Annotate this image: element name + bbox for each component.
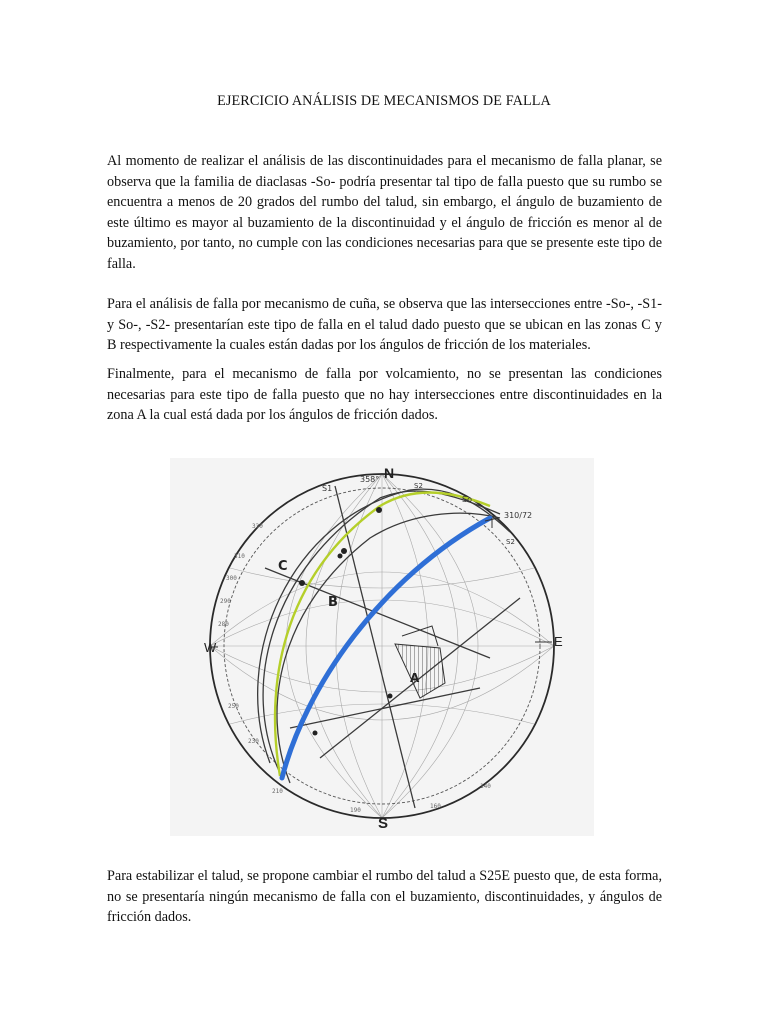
west-label: W	[204, 640, 217, 655]
paragraph-stabilization: Para estabilizar el talud, se propone cambiar el rumbo del talud a S25E puesto que, de esta forma, no se presentaría ningún mecanismo de falla con el buzamiento, discontinuidades, y ángulos de fricción dados.	[107, 868, 662, 926]
zone-b-label: B	[328, 595, 338, 610]
zone-c-label: C	[278, 559, 288, 574]
label-s1: S1	[322, 484, 333, 493]
tick-330: 330	[252, 523, 263, 530]
page-title: EJERCICIO ANÁLISIS DE MECANISMOS DE FALLA	[217, 93, 551, 109]
east-label: E	[554, 634, 563, 649]
tick-160: 160	[430, 803, 441, 810]
tick-190: 190	[350, 807, 361, 814]
north-label: N	[384, 465, 395, 481]
paragraph-wedge: Para el análisis de falla por mecanismo de cuña, se observa que las intersecciones entre -So-, -S1- y So-, -S2- presentarían este tipo de falla en el talud dado puesto que se ubican en las zonas C y B respectivamente la cuales están dadas por los ángulos de fricción de los materiales.	[107, 296, 662, 354]
tick-250: 250	[228, 703, 239, 710]
tick-310: 310	[234, 553, 245, 560]
zone-a-label: A	[410, 671, 420, 685]
label-slope-orientation: 310/72	[504, 511, 533, 520]
tick-230: 230	[248, 738, 259, 745]
tick-300: 300	[226, 575, 237, 582]
tick-290: 290	[220, 598, 231, 605]
tick-210: 210	[272, 788, 283, 795]
label-s2: S2	[414, 482, 423, 490]
label-so: So	[462, 495, 472, 504]
paragraph-planar: Al momento de realizar el análisis de las discontinuidades para el mecanismo de falla planar, se observa que la familia de diaclasas -So- podría presentar tal tipo de falla puesto que su rumbo se encuentra a menos de 20 grados del rumbo del talud, sin embargo, el ángulo de buzamiento de este último es mayor al buzamiento de la discontinuidad y el ángulo de fricción es menor al de buzamiento, por tanto, no cumple con las condiciones necesarias para que se presente este tipo de falla.	[107, 153, 662, 272]
stereonet-figure	[170, 458, 594, 836]
label-s2-right: S2	[506, 538, 515, 546]
tick-280: 280	[218, 621, 229, 628]
paragraph-toppling: Finalmente, para el mecanismo de falla por volcamiento, no se presentan las condiciones necesarias para este tipo de falla puesto que no hay intersecciones entre discontinuidades en la zona A la cual está dada por los ángulos de fricción dados.	[107, 366, 662, 424]
south-label: S	[378, 815, 389, 832]
label-358: 358°	[360, 475, 380, 484]
tick-140: 140	[480, 783, 491, 790]
stereonet-svg	[170, 458, 594, 836]
